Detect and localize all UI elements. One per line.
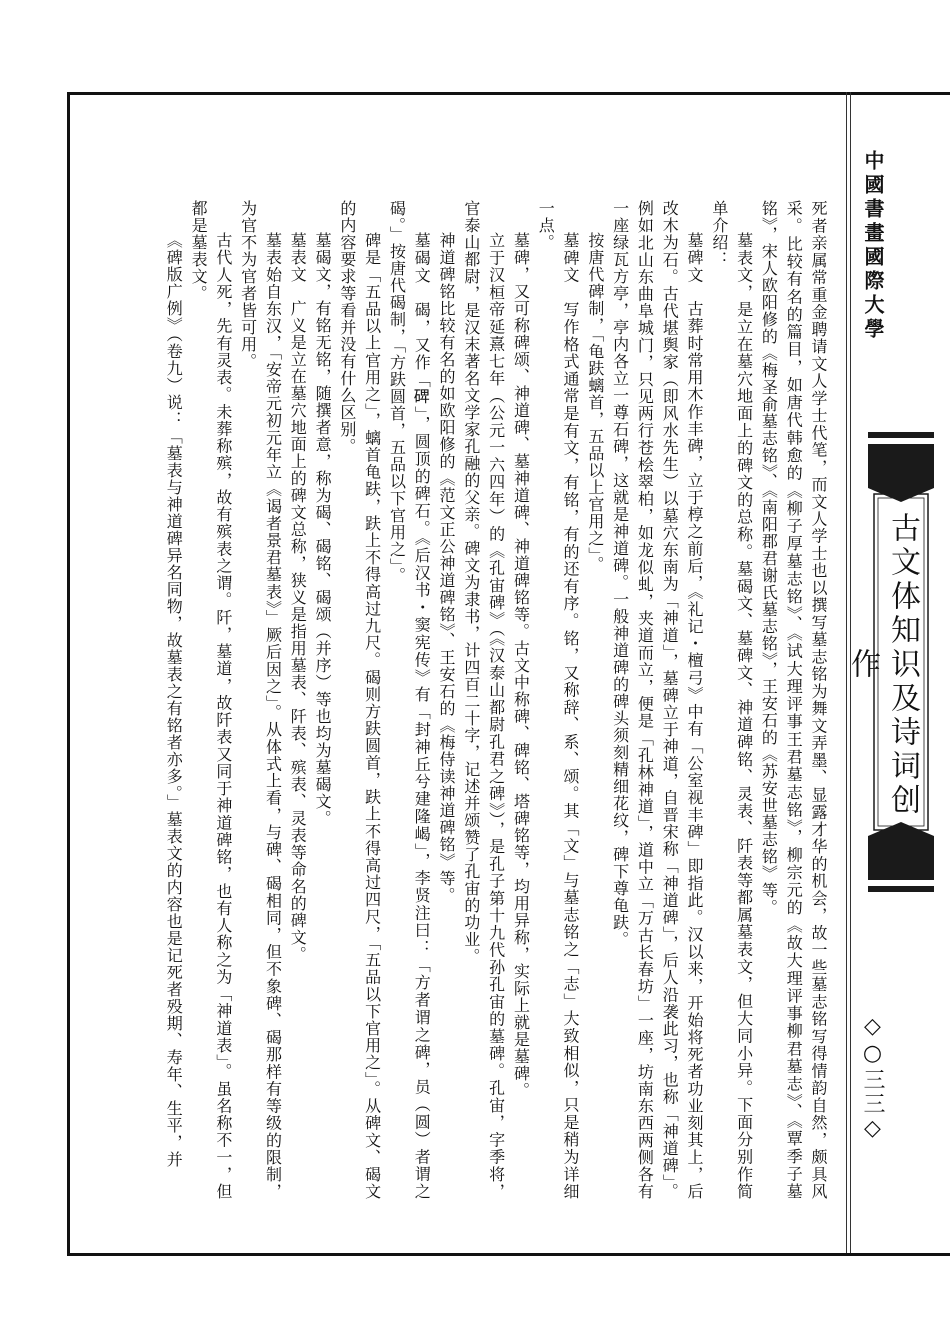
paragraph: 按唐代碑制，「龟趺螭首，五品以上官用之」。 — [585, 232, 605, 573]
paragraph: 墓碣文 碣，又作「𥓓」，圆顶的碑石。《后汉书・窦宪传》有「封神丘兮建隆嵑」，李贤注曰：「方者谓之碑，员（圆）者谓之碣。」按唐代碣制，「方趺圆首，五品以下官用之」。 — [387, 200, 432, 1200]
paragraph: 墓碣文，有铭无铭，随撰者意，称为碣、碣铭、碣颂（并序）等也均为墓碣文。 — [313, 232, 333, 827]
paragraph: 墓表文 广义是立在墓穴地面上的碑文总称，狭义是指用墓表、阡表、殡表、灵表等命名的碑文。 — [288, 232, 308, 963]
paragraph: 墓碑文 写作格式通常是有文，有铭，有的还有序。铭，又称辞、系、颂。其「文」与墓志铭之「志」大致相似，只是稍为详细一点。 — [536, 200, 581, 1200]
paragraph: 古代人死，先有灵表。未葬称殡，故有殡表之谓。阡，墓道，故阡表又同于神道碑铭，也有人称之为「神道表」。虽名称不一，但都是墓表文。 — [189, 200, 233, 1200]
page-number: ◇○三三◇ — [860, 1014, 885, 1143]
body-text — [110, 200, 830, 1200]
paragraph: 碑是「五品以上官用之」，螭首龟趺，趺上不得高过九尺。碣则方趺圆首，趺上不得高过四尺，「五品以下官用之」。从碑文、碣文的内容要求等看并没有什么区别。 — [337, 200, 382, 1200]
paragraph: 《碑版广例》（卷九）说：「墓表与神道碑异名同物，故墓表之有铭者亦多。」墓表文的内容也是记死者殁期、寿年、生平，并 — [164, 232, 184, 1168]
book-title-cartouche — [845, 432, 934, 892]
publisher-header: 中國書畫國際大學 — [861, 150, 885, 342]
paragraph: 神道碑铭比较有名的如欧阳修的《范文正公神道碑铭》、王安石的《梅侍读神道碑铭》等。 — [437, 232, 457, 904]
paragraph: 墓表文，是立在墓穴地面上的碑文的总称。墓碣文、墓碑文、神道碑铭、灵表、阡表等都属墓表文，但大同小异。下面分别作简单介绍： — [709, 200, 754, 1200]
paragraph: 墓碑，又可称碑颂、神道碑、墓神道碑、神道碑铭等。古文中称碑、碑铭、塔碑铭等，均用异称，实际上就是墓碑。 — [511, 232, 531, 1099]
book-title: 古文体知识及诗词创作 — [845, 512, 920, 818]
paragraph: 死者亲属常重金聘请文人学士代笔，而文人学士也以撰写墓志铭为舞文弄墨、显露才华的机会，故一些墓志铭写得情韵自然，颇具风采。比较有名的篇目，如唐代韩愈的《柳子厚墓志铭》、《试大理评事王君墓志铭》，柳宗元的《故大理评事柳君墓志》、《覃季子墓铭》，宋人欧阳修的《梅圣俞墓志铭》、《南阳郡君谢氏墓志铭》，王安石的《苏安世墓志铭》等。 — [759, 200, 828, 1200]
paragraph: 墓碑文 古葬时常用木作丰碑，立于椁之前后，《礼记・檀弓》中有「公室视丰碑」即指此。汉以来，开始将死者功业刻其上，后改木为石。古代堪舆家（即风水先生）以墓穴东南为「神道」，墓碑立于神道，自晋宋称「神道碑」，后人沿袭此习，也称「神道碑」。例如北山东曲阜城门，只见两行苍桧翠柏，如龙似虬，夹道而立，便是「孔林神道」，道中立「万古长春坊」一座，坊南东西两侧各有一座绿瓦方亭，亭内各立一尊石碑，这就是神道碑。一般神道碑的碑头须刻精细花纹，碑下尊龟趺。 — [610, 200, 705, 1200]
paragraph: 墓表始自东汉，「安帝元初元年立《谒者景君墓表》」厥后因之」。从体式上看，与碑、碣相同，但不象碑、碣那样有等级的限制，为官不为官者皆可用。 — [238, 200, 283, 1200]
paragraph: 立于汉桓帝延熹七年（公元一六四年）的《孔宙碑》（《汉泰山都尉孔君之碑》），是孔子第十九代孙孔宙的墓碑。孔宙，字季将，官泰山都尉，是汉末著名文学家孔融的父亲。碑文为隶书，计四百二十字，记述并颂赞了孔宙的功业。 — [461, 200, 506, 1200]
